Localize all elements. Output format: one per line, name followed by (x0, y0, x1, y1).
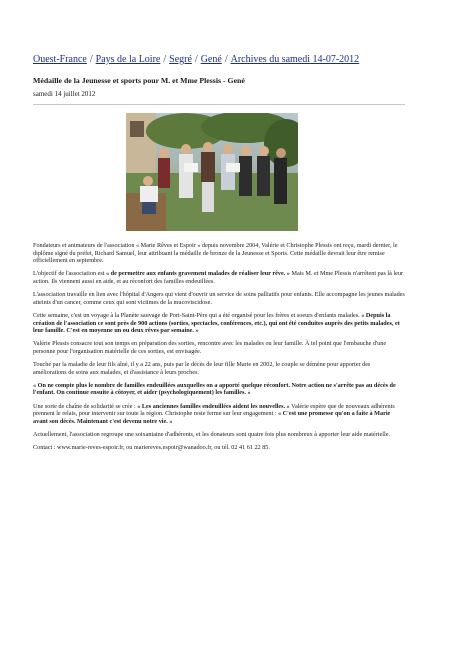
article-quote: « On ne compte plus le nombre de familles endeuillées auxquelles on a apporté quelque réconfort. Notre action ne s'arrête pas au décès de l'enfant. On continue ensuite à côtoyer, et aider (psychologiquement) les familles. » (33, 381, 396, 397)
breadcrumb-separator: / (89, 54, 93, 65)
breadcrumb-link-region[interactable]: Pays de la Loire (95, 54, 161, 65)
divider (33, 104, 405, 105)
article-photo (126, 113, 298, 231)
breadcrumb-link-ouest-france[interactable]: Ouest-France (33, 54, 87, 65)
article-paragraph: L'objectif de l'association est « de permettre aux enfants gravement malades de réaliser leur rêve. » Mais M. et Mme Plessis n'arrêtent pas là leur action. Ils viennent aussi en aide, et au réconfort des familles endeuillées. (33, 270, 404, 285)
article-paragraph: Touché par la maladie de leur fils aîné, il y a 22 ans, puis par le décès de leur fille Marie en 2002, le couple se démène pour apporter des améliorations de soins aux malades, et d'assistance à leurs proches. (33, 361, 371, 376)
group-photo-illustration (126, 113, 298, 231)
breadcrumb-link-city[interactable]: Segré (169, 54, 192, 65)
breadcrumb-separator: / (163, 54, 167, 65)
breadcrumb-separator: / (194, 54, 198, 65)
article-paragraph: Une sorte de chaîne de solidarité se crée : « Les anciennes familles endeuillées aident les nouvelles. » Valérie espère que de nouveaux adhérents prennent le relais, pour intervenir sur toute la région. Christophe reste ferme sur leur engagement : « C'est une promesse qu'on a faite à Marie avant son décès. Maintenant c'est devenu notre vie. » (33, 402, 395, 425)
article-body (33, 242, 405, 457)
breadcrumb-link-town[interactable]: Gené (200, 54, 222, 65)
breadcrumb (33, 54, 359, 65)
article-paragraph: L'association travaille en lien avec l'hôpital d'Angers qui vient d'ouvrir un service de soins palliatifs pour enfants. Elle accompagne les jeunes malades atteints d'un cancer, comme ceux qui sont victimes de la mucoviscidose. (33, 291, 405, 306)
article-paragraph: Cette semaine, c'est un voyage à la Planète sauvage de Port-Saint-Père qui a été organisé pour les frères et soeurs d'enfants malades. « Depuis la création de l'association ce sont près de 900 actions (sorties, spectacles, conférences, etc.), qui ont été conduites auprès des petits malades, et leur famille. C'est en moyenne un ou deux rêves par semaine. » (33, 311, 400, 335)
article-paragraph: Valérie Plessis consacre tout son temps en préparation des sorties, rencontre avec les malades ou leur famille. À tel point que l'embauche d'une personne pour l'organisation matérielle de ces sorties, est envisagée. (33, 340, 387, 355)
article-date: samedi 14 juillet 2012 (33, 90, 96, 98)
article-title: Médaille de la Jeunesse et sports pour M. et Mme Plessis - Gené (33, 76, 245, 85)
article-paragraph: Fondateurs et animateurs de l'association « Marie Rêves et Espoir » depuis novembre 2004, Valérie et Christophe Plessis ont reçu, mardi dernier, le diplôme signé du préfet, Richard Samuel, leur attribuant la médaille de bronze de la Jeunesse et Sports. Cette médaille devrait leur être remise officiellement en septembre. (33, 242, 398, 265)
breadcrumb-separator: / (224, 54, 228, 65)
breadcrumb-link-archives[interactable]: Archives du samedi 14-07-2012 (230, 54, 360, 65)
article-paragraph: Actuellement, l'association regroupe une soixantaine d'adhérents, et les donateurs sont quatre fois plus nombreux à apporter leur aide matérielle. (33, 431, 391, 439)
article-contact: Contact : www.marie-reves-espoir.fr, ou mariereves.espoir@wanadoo.fr, ou tél. 02 41 61 22 85. (33, 444, 270, 452)
